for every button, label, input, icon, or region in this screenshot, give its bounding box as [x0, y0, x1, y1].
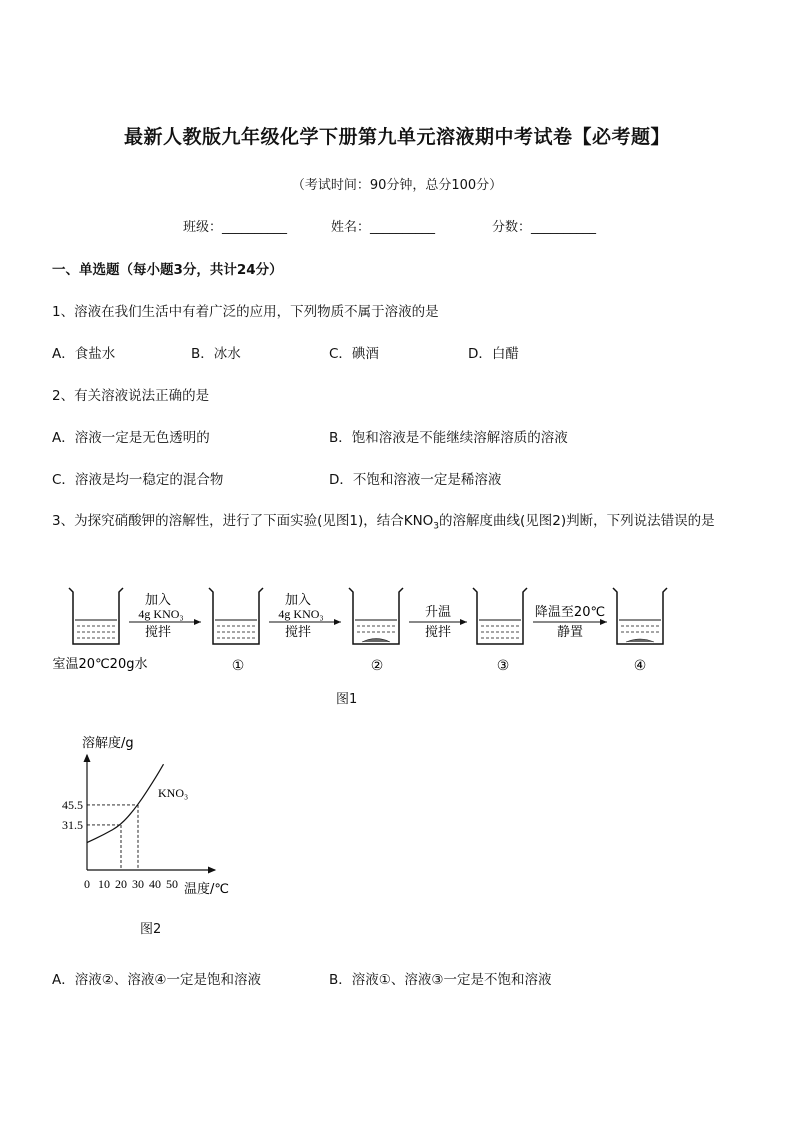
start-label: 室温20℃20g水 [52, 657, 148, 672]
step4-top: 降温至20℃ [534, 605, 606, 620]
x-axis-label: 温度/℃ [184, 882, 229, 897]
beaker-label-2: ② [370, 658, 384, 674]
beaker-label-4: ④ [633, 658, 647, 674]
question-3-stem [52, 509, 752, 540]
beaker-4 [613, 588, 667, 644]
beaker-label-1: ① [231, 658, 245, 674]
y-tick-45.5: 45.5 [62, 797, 83, 812]
q3-stem-part1: 3、为探究硝酸钾的溶解性，进行了下面实验(见图1)，结合KNO [52, 513, 434, 529]
q1-option-c: C．碘酒 [329, 346, 379, 362]
step1-mid: 4g KNO₃ [138, 607, 184, 621]
x-tick-20: 20 [115, 877, 127, 891]
question-1-stem: 1、溶液在我们生活中有着广泛的应用，下列物质不属于溶液的是 [52, 304, 439, 320]
beaker-label-3: ③ [496, 658, 510, 674]
question-2-stem: 2、有关溶液说法正确的是 [52, 388, 210, 404]
beaker-1 [209, 588, 263, 644]
q1-option-b: B．冰水 [191, 346, 241, 362]
q1-option-a: A．食盐水 [52, 346, 116, 362]
step3-top: 升温 [424, 605, 452, 620]
step3-bottom: 搅拌 [424, 625, 452, 640]
q2-option-d: D．不饱和溶液一定是稀溶液 [329, 472, 502, 488]
step1-top: 加入 [144, 593, 172, 608]
q1-option-d: D．白醋 [468, 346, 519, 362]
x-tick-30: 30 [132, 877, 144, 891]
score-field: 分数：__________ [492, 220, 597, 235]
step2-top: 加入 [284, 593, 312, 608]
beaker-3 [473, 588, 527, 644]
exam-subtitle: （考试时间：90分钟，总分100分） [291, 178, 503, 193]
beaker-2 [349, 588, 403, 644]
x-tick-50: 50 [166, 877, 178, 891]
step2-mid: 4g KNO₃ [278, 607, 324, 621]
q2-option-c: C．溶液是均一稳定的混合物 [52, 472, 224, 488]
figure-1-caption: 图1 [336, 692, 358, 707]
x-tick-0: 0 [84, 877, 90, 891]
q2-option-a: A．溶液一定是无色透明的 [52, 430, 210, 446]
step4-bottom: 静置 [556, 625, 584, 640]
name-field: 姓名：__________ [331, 220, 436, 235]
q3-stem-part2: 的溶解度曲线(见图2)判断，下列说法错误的是 [439, 513, 715, 529]
class-field: 班级：__________ [183, 220, 288, 235]
step2-bottom: 搅拌 [284, 625, 312, 640]
x-tick-40: 40 [149, 877, 161, 891]
q3-stem-subscript: 3 [433, 521, 440, 532]
q3-option-b: B．溶液①、溶液③一定是不饱和溶液 [329, 972, 552, 988]
figure-2-caption: 图2 [140, 922, 162, 937]
kno3-curve [87, 764, 164, 842]
exam-title: 最新人教版九年级化学下册第九单元溶液期中考试卷【必考题】 [123, 126, 670, 148]
figure-1-experiment [0, 580, 794, 690]
y-tick-31.5: 31.5 [62, 817, 83, 832]
section-heading: 一、单选题（每小题3分，共计24分） [52, 262, 283, 278]
q2-option-b: B．饱和溶液是不能继续溶解溶质的溶液 [329, 430, 568, 446]
figure-2-solubility-chart [40, 725, 280, 910]
step1-bottom: 搅拌 [144, 625, 172, 640]
q3-option-a: A．溶液②、溶液④一定是饱和溶液 [52, 972, 261, 988]
beaker-start [69, 588, 123, 644]
y-axis-label: 溶解度/g [82, 736, 134, 751]
x-tick-10: 10 [98, 877, 110, 891]
kno3-series-label: KNO₃ [158, 786, 189, 800]
